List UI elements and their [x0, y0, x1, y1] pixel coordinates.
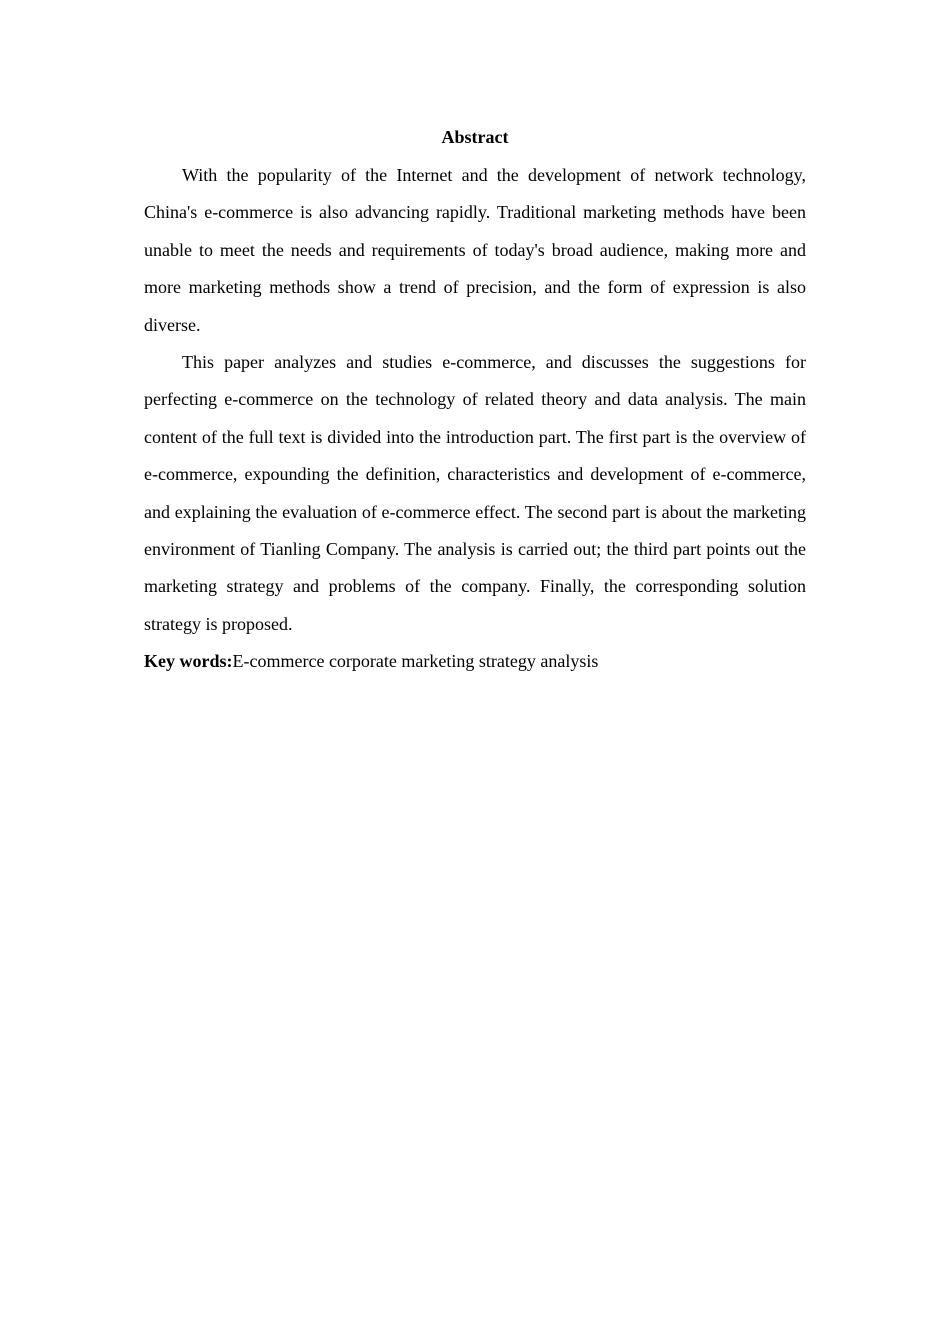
abstract-section: [144, 122, 806, 681]
keywords-label: Key words:: [144, 651, 233, 672]
abstract-paragraph-1: With the popularity of the Internet and the development of network technology, China's e-commerce is also advancing rapidly. Traditional marketing methods have been unable to meet the needs and requirements of today's broad audience, making more and more marketing methods show a trend of precision, and the form of expression is also diverse.: [144, 165, 806, 335]
abstract-paragraph-2: This paper analyzes and studies e-commerce, and discusses the suggestions for perfecting e-commerce on the technology of related theory and data analysis. The main content of the full text is divided into the introduction part. The first part is the overview of e-commerce, expounding the definition, characteristics and development of e-commerce, and explaining the evaluation of e-commerce effect. The second part is about the marketing environment of Tianling Company. The analysis is carried out; the third part points out the marketing strategy and problems of the company. Finally, the corresponding solution strategy is proposed.: [144, 352, 806, 634]
keywords-text: E-commerce corporate marketing strategy analysis: [232, 651, 599, 672]
abstract-title: Abstract: [441, 127, 509, 147]
keywords-line: [144, 643, 806, 680]
